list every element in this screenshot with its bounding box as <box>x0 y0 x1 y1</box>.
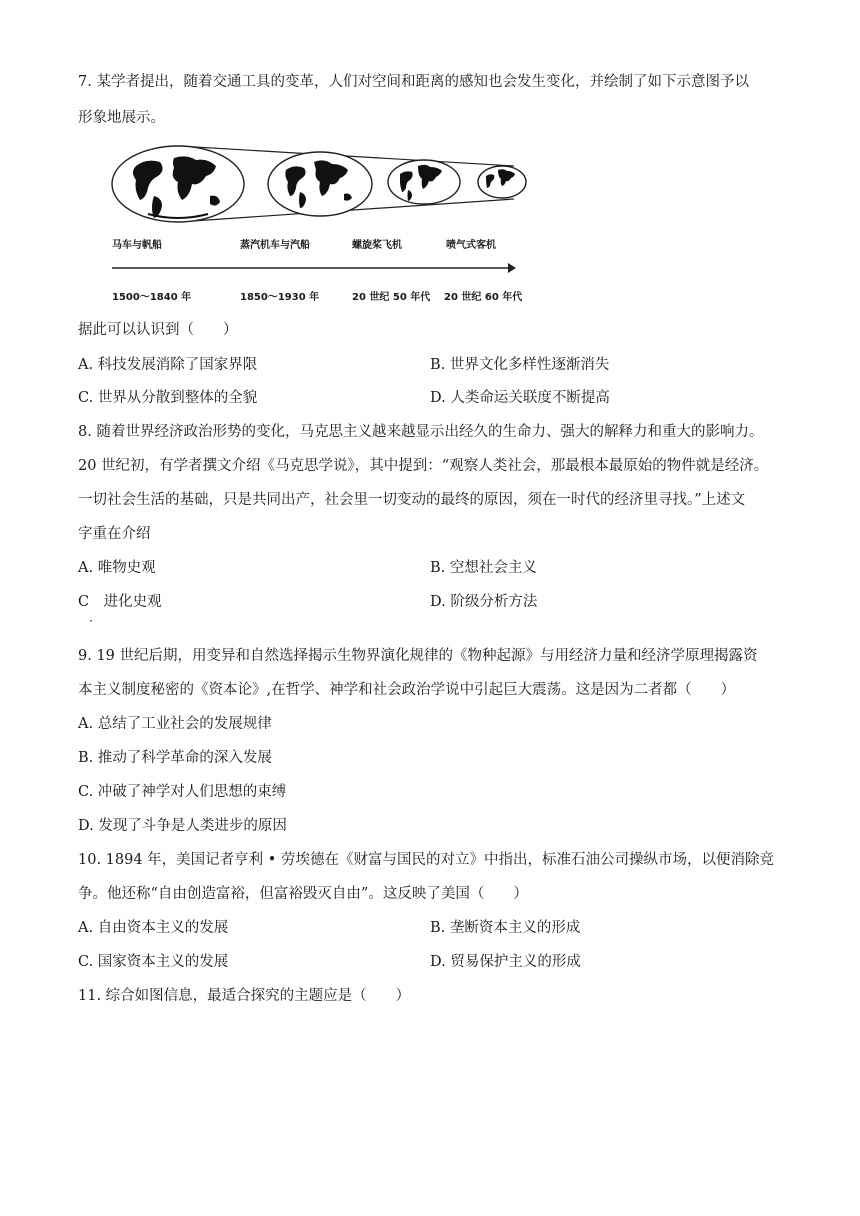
globe-2-icon <box>268 152 372 216</box>
q9-stem-line2: 本主义制度秘密的《资本论》,在哲学、神学和社会政治学说中引起巨大震荡。这是因为二者都（ ） <box>78 682 736 698</box>
transport-label-1: 马车与帆船 <box>112 240 162 251</box>
q10-option-c[interactable]: C. 国家资本主义的发展 <box>78 954 229 970</box>
period-label-2: 1850～1930 年 <box>240 292 320 303</box>
q10-stem-line2: 争。他还称“自由创造富裕，但富裕毁灭自由”。这反映了美国（ ） <box>78 886 528 902</box>
q9-option-d[interactable]: D. 发现了斗争是人类进步的原因 <box>78 818 287 834</box>
q8-stem-line1: 8. 随着世界经济政治形势的变化，马克思主义越来越显示出经久的生命力、强大的解释力和重大的影响力。 <box>78 424 764 440</box>
q9-stem-line1: 9. 19 世纪后期，用变异和自然选择揭示生物界演化规律的《物种起源》与用经济力量和经济学原理揭露资 <box>78 648 758 664</box>
q9-option-a[interactable]: A. 总结了工业社会的发展规律 <box>78 716 272 732</box>
q7-option-d[interactable]: D. 人类命运关联度不断提高 <box>430 390 610 406</box>
q8-stem-line3: 一切社会生活的基础，只是共同出产，社会里一切变动的最终的原因，须在一时代的经济里寻找。”上述文 <box>78 492 746 508</box>
q10-option-d[interactable]: D. 贸易保护主义的形成 <box>430 954 581 970</box>
q7-option-b[interactable]: B. 世界文化多样性逐渐消失 <box>430 357 610 373</box>
timeline-arrowhead-icon <box>508 263 516 273</box>
q11-stem-line1: 11. 综合如图信息，最适合探究的主题应是（ ） <box>78 988 411 1004</box>
q8-option-c[interactable]: C 进化史观 <box>78 594 162 610</box>
q8-option-d[interactable]: D. 阶级分析方法 <box>430 594 538 610</box>
q10-option-a[interactable]: A. 自由资本主义的发展 <box>78 920 229 936</box>
q7-stem-line2: 形象地展示。 <box>78 110 165 126</box>
q10-stem-line1: 10. 1894 年，美国记者亨利 • 劳埃德在《财富与国民的对立》中指出，标准石油公司操纵市场，以便消除竞 <box>78 852 774 868</box>
q10-option-b[interactable]: B. 垄断资本主义的形成 <box>430 920 581 936</box>
globe-3-icon <box>388 160 460 204</box>
period-label-3: 20 世纪 50 年代 <box>352 292 431 303</box>
q7-option-a[interactable]: A. 科技发展消除了国家界限 <box>78 357 258 373</box>
q9-option-c[interactable]: C. 冲破了神学对人们思想的束缚 <box>78 784 287 800</box>
q8-option-b[interactable]: B. 空想社会主义 <box>430 560 537 576</box>
q8-option-a[interactable]: A. 唯物史观 <box>78 560 156 576</box>
transport-label-4: 喷气式客机 <box>446 240 496 251</box>
q7-question: 据此可以认识到（ ） <box>78 322 238 338</box>
period-label-4: 20 世纪 60 年代 <box>444 292 523 303</box>
q7-figure-globes <box>108 144 538 306</box>
globe-1-icon <box>112 146 244 222</box>
q7-stem-line1: 7. 某学者提出，随着交通工具的变革，人们对空间和距离的感知也会发生变化，并绘制了如下示意图予以 <box>78 74 749 90</box>
transport-label-3: 螺旋桨飞机 <box>352 240 402 251</box>
transport-label-2: 蒸汽机车与汽船 <box>240 240 310 251</box>
stray-dot: · <box>89 614 93 628</box>
globe-4-icon <box>478 166 526 198</box>
q7-option-c[interactable]: C. 世界从分散到整体的全貌 <box>78 390 258 406</box>
globes-diagram <box>108 144 538 306</box>
q8-stem-line4: 字重在介绍 <box>78 526 151 542</box>
q8-stem-line2: 20 世纪初，有学者撰文介绍《马克思学说》，其中提到：“观察人类社会，那最根本最原始的物件就是经济。 <box>78 458 769 474</box>
period-label-1: 1500～1840 年 <box>112 292 192 303</box>
q9-option-b[interactable]: B. 推动了科学革命的深入发展 <box>78 750 272 766</box>
